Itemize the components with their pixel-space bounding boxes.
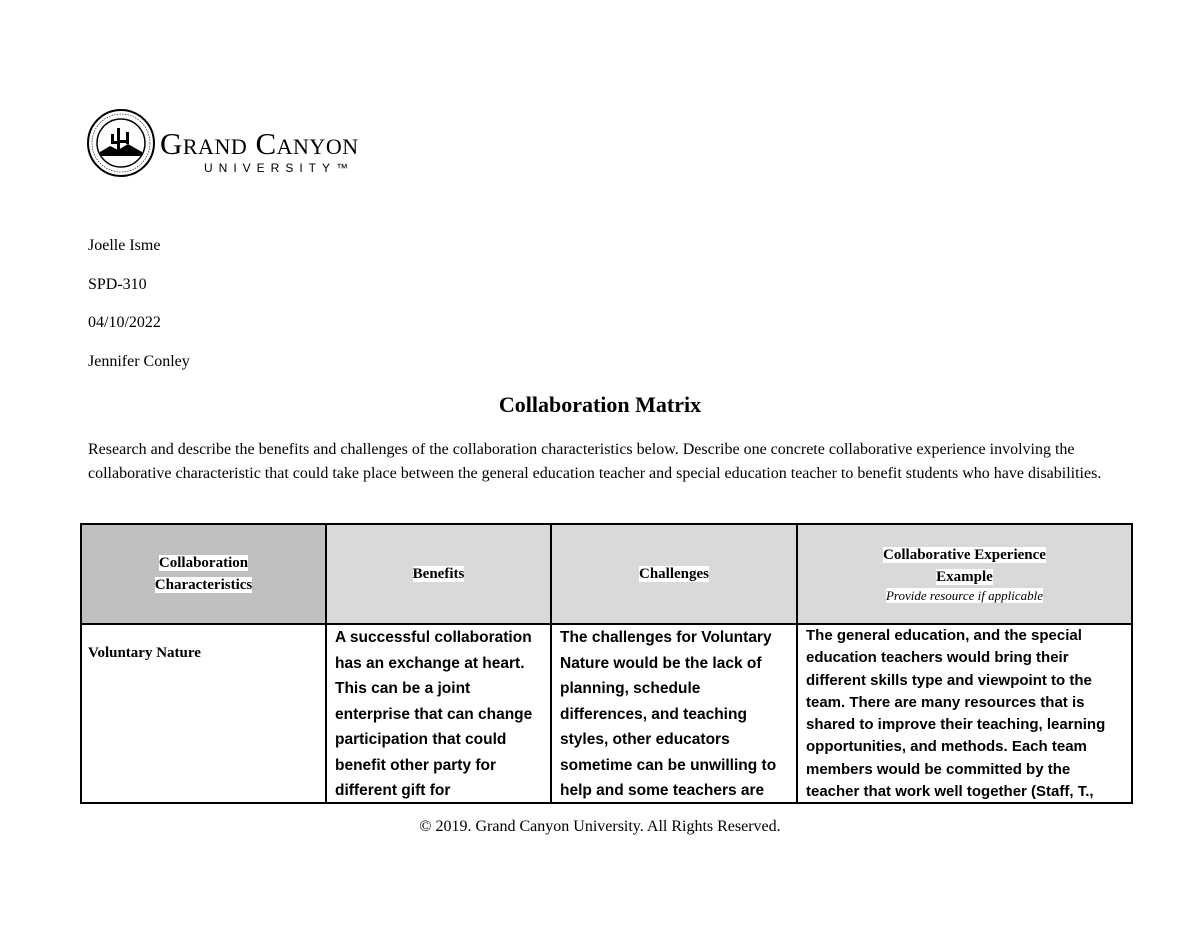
university-logo <box>86 108 406 180</box>
cell-characteristic: Voluntary Nature <box>81 624 326 803</box>
collaboration-matrix-table <box>80 523 1133 804</box>
cell-benefits: A successful collaboration has an exchange at heart. This can be a joint enterprise that can change participation that could benefit other party for different gift for <box>326 624 551 803</box>
instructor-name: Jennifer Conley <box>88 353 190 370</box>
cell-challenges: The challenges for Voluntary Nature would be the lack of planning, schedule differences, and teaching styles, other educators sometime can be unwilling to help and some teachers are <box>551 624 797 803</box>
page-title: Collaboration Matrix <box>498 392 702 417</box>
course-code: SPD-310 <box>88 276 147 293</box>
header-characteristics: Collaboration Characteristics <box>81 524 326 624</box>
header-experience-example: Collaborative Experience Example Provide resource if applicable <box>797 524 1132 624</box>
header-challenges: Challenges <box>551 524 797 624</box>
submission-date: 04/10/2022 <box>88 314 161 331</box>
instructions-paragraph: Research and describe the benefits and challenges of the collaboration characteristics below. Describe one concrete collaborative experience involving the collaborative characteristic that could take place between the general education teacher and special education teacher to benefit students who have disabilities. <box>88 441 1102 482</box>
table-header-row <box>81 524 1132 624</box>
cell-example: The general education, and the special education teachers would bring their different skills type and viewpoint to the team. There are many resources that is shared to improve their teaching, learning opportunities, and methods. Each team members would be committed by the teacher that work well together (Staff, T., <box>797 624 1132 803</box>
table-row <box>81 624 1132 803</box>
copyright-footer: © 2019. Grand Canyon University. All Rights Reserved. <box>419 818 781 835</box>
logo-wordmark: Grand Canyon <box>160 126 359 161</box>
student-name: Joelle Isme <box>88 237 161 254</box>
university-seal-icon <box>86 108 156 178</box>
logo-subtitle: UNIVERSITY™ <box>204 161 355 175</box>
header-benefits: Benefits <box>326 524 551 624</box>
